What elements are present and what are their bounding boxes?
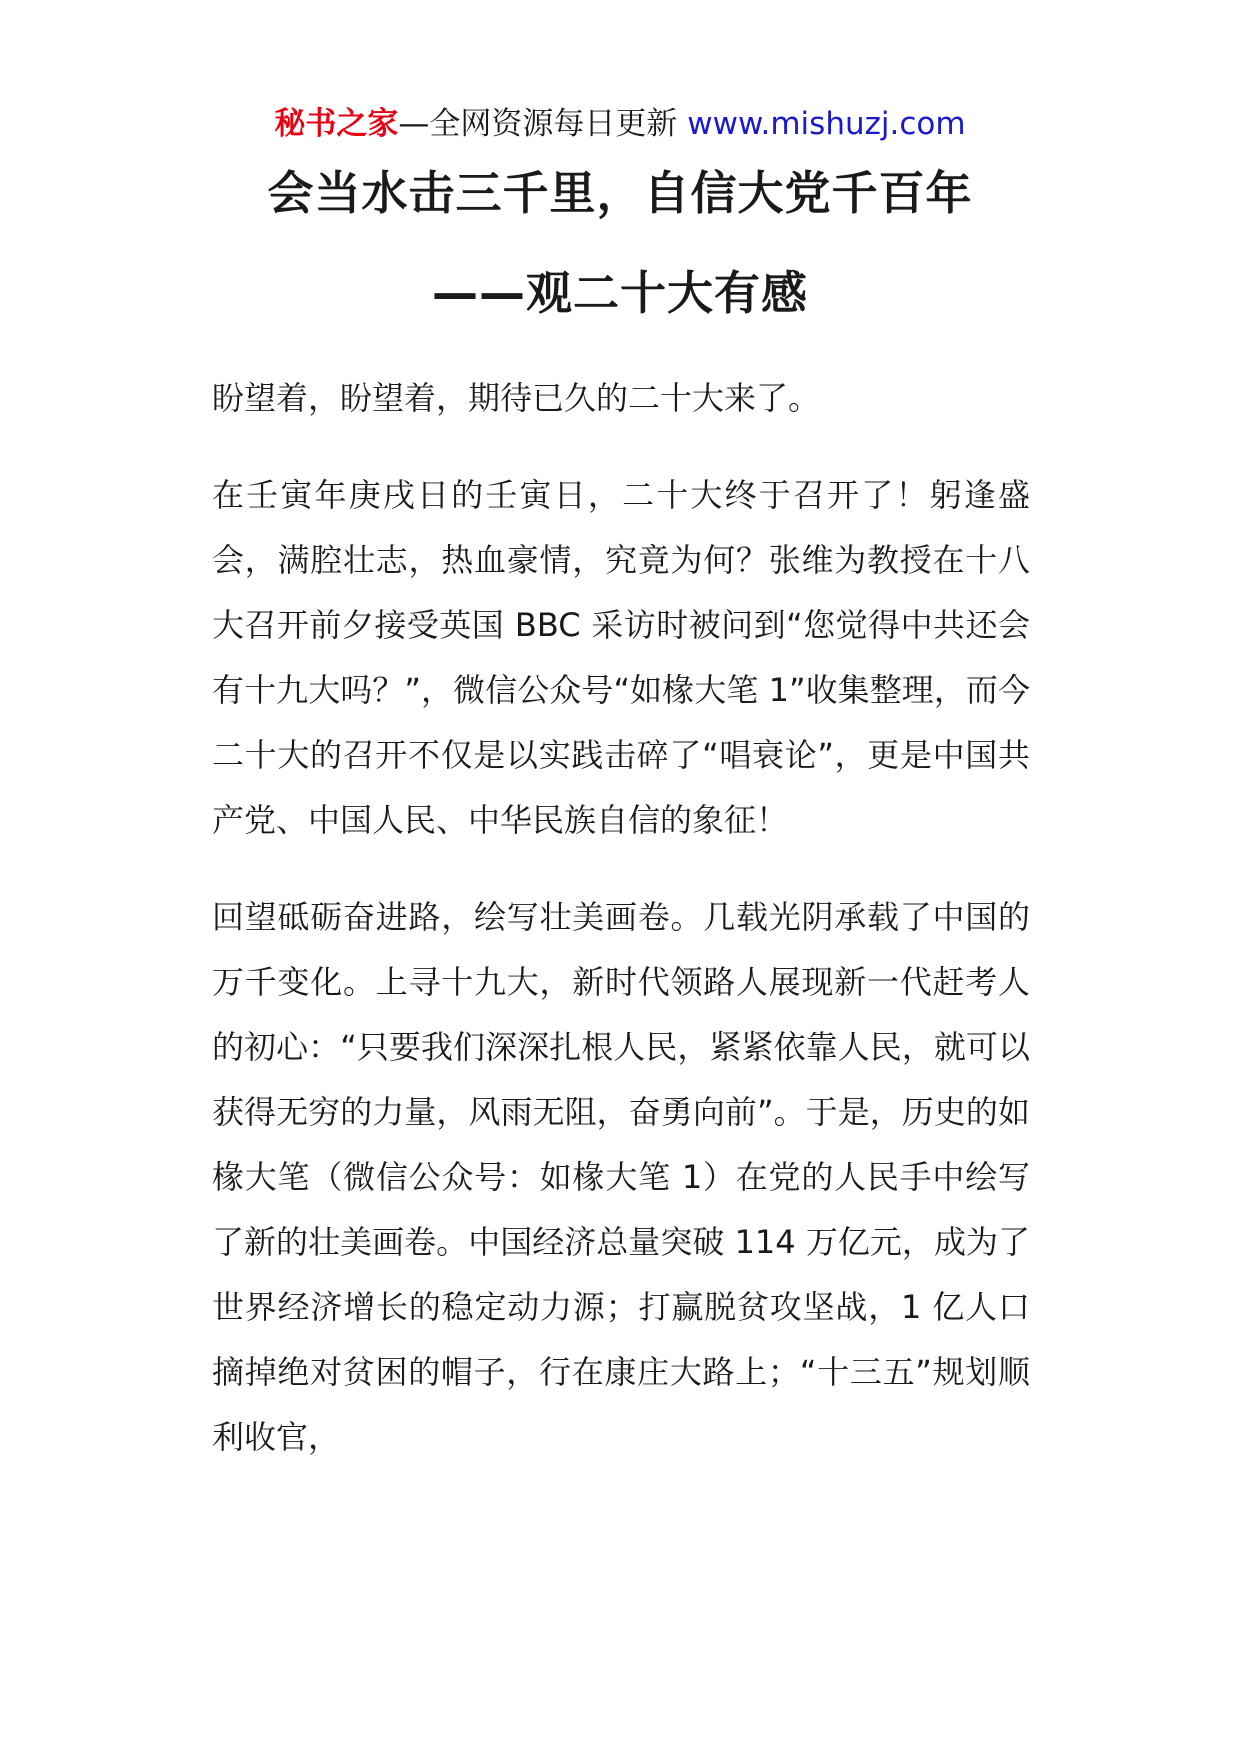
paragraph-2: 在壬寅年庚戌日的壬寅日，二十大终于召开了！躬逢盛会，满腔壮志，热血豪情，究竟为何？张维为教授在十八大召开前夕接受英国 BBC 采访时被问到“您觉得中共还会有十九大吗？”，微信公众号“如椽大笔 1”收集整理，而今二十大的召开不仅是以实践击碎了“唱衰论”，更是中国共产党、中国人民、中华民族自信的象征！ [212,476,1030,839]
document-subtitle: ——观二十大有感 [432,266,808,320]
site-url-link[interactable]: www.mishuzj.com [687,106,966,142]
header-tagline: —全网资源每日更新 [398,106,688,142]
paragraph-1: 盼望着，盼望着，期待已久的二十大来了。 [212,379,821,417]
document-title: 会当水击三千里，自信大党千百年 [267,166,973,220]
brand-name: 秘书之家 [274,106,399,142]
paragraph-3: 回望砥砺奋进路，绘写壮美画卷。几载光阴承载了中国的万千变化。上寻十九大，新时代领路人展现新一代赶考人的初心：“只要我们深深扎根人民，紧紧依靠人民，就可以获得无穷的力量，风雨无阻，奋勇向前”。于是，历史的如椽大笔（微信公众号：如椽大笔 1）在党的人民手中绘写了新的壮美画卷。中国经济总量突破 114 万亿元，成为了世界经济增长的稳定动力源；打赢脱贫攻坚战，1 亿人口摘掉绝对贫困的帽子，行在康庄大路上；“十三五”规划顺利收官， [212,898,1030,1456]
document-body [212,366,1030,1502]
site-header [0,100,1240,148]
